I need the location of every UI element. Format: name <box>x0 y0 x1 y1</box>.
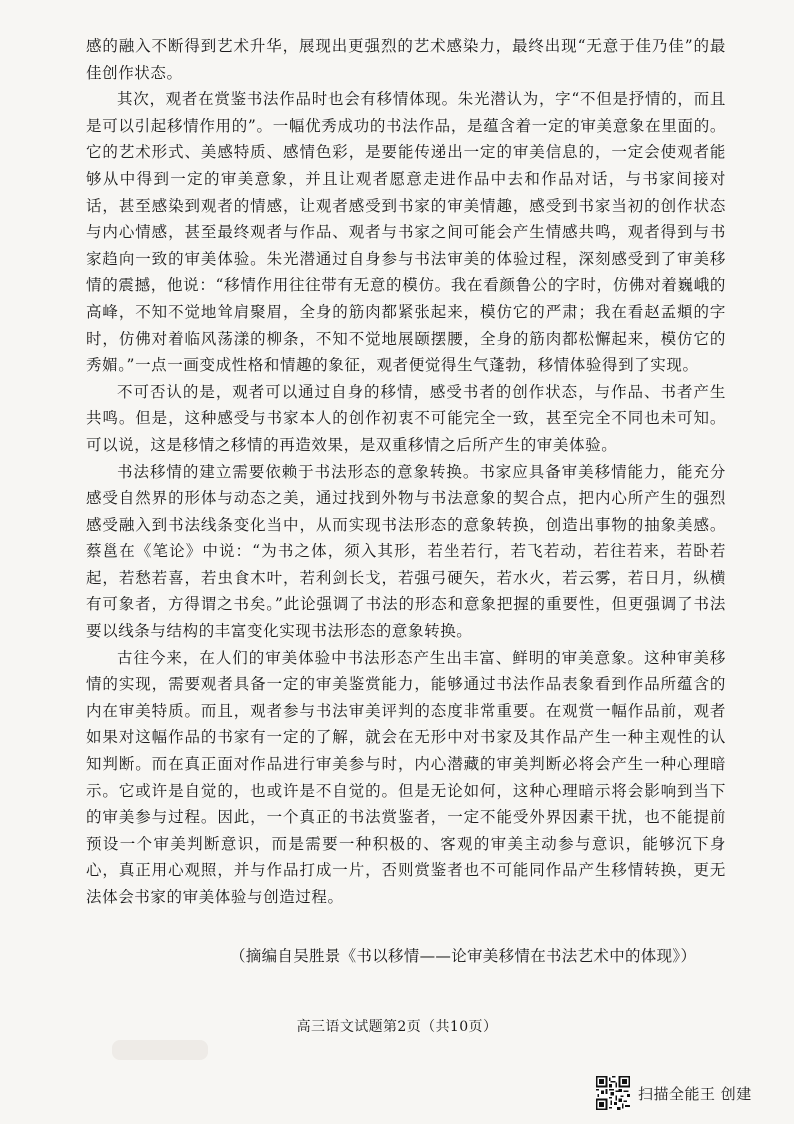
article-source-citation: （摘编自吴胜景《书以移情——论审美移情在书法艺术中的体现》） <box>230 947 697 965</box>
scanner-watermark <box>596 1076 752 1110</box>
scanner-brand-label: 扫描全能王 创建 <box>638 1084 752 1103</box>
article-paragraph: 不可否认的是，观者可以通过自身的移情，感受书者的创作状态，与作品、书者产生共鸣。但是，这种感受与书家本人的创作初衷不可能完全一致，甚至完全不同也未可知。可以说，这是移情之移情的再造效果，是双重移情之后所产生的审美体验。 <box>86 382 726 454</box>
article-body <box>86 33 726 911</box>
page-number-footer: 高三语文试题第2页（共10页） <box>296 1019 498 1035</box>
article-paragraph: 古往今来，在人们的审美体验中书法形态产生出丰富、鲜明的审美意象。这种审美移情的实现，需要观者具备一定的审美鉴赏能力，能够通过书法作品表象看到作品所蕴含的内在审美特质。而且，观者参与书法审美评判的态度非常重要。在观赏一幅作品前，观者如果对这幅作品的书家有一定的了解，就会在无形中对书家及其作品产生一种主观性的认知判断。而在真正面对作品进行审美参与时，内心潜藏的审美判断必将会产生一种心理暗示。它或许是自觉的，也或许是不自觉的。但是无论如何，这种心理暗示将会影响到当下的审美参与过程。因此，一个真正的书法赏鉴者，一定不能受外界因素干扰，也不能提前预设一个审美判断意识，而是需要一种积极的、客观的审美主动参与意识，能够沉下身心，真正用心观照，并与作品打成一片，否则赏鉴者也不可能同作品产生移情转换，更无法体会书家的审美体验与创造过程。 <box>86 648 726 906</box>
article-paragraph: 书法移情的建立需要依赖于书法形态的意象转换。书家应具备审美移情能力，能充分感受自然界的形体与动态之美，通过找到外物与书法意象的契合点，把内心所产生的强烈感受融入到书法线条变化当中，从而实现书法形态的意象转换，创造出事物的抽象美感。蔡邕在《笔论》中说：“为书之体，须入其形，若坐若行，若飞若动，若往若来，若卧若起，若愁若喜，若虫食木叶，若利剑长戈，若强弓硬矢，若水火，若云雾，若日月，纵横有可象者，方得谓之书矣。”此论强调了书法的形态和意象把握的重要性，但更强调了书法要以线条与结构的丰富变化实现书法形态的意象转换。 <box>86 462 726 641</box>
qr-code-icon <box>596 1076 630 1110</box>
article-paragraph: 其次，观者在赏鉴书法作品时也会有移情体现。朱光潜认为，字“不但是抒情的，而且是可以引起移情作用的”。一幅优秀成功的书法作品，是蕴含着一定的审美意象在里面的。它的艺术形式、美感特质、感情色彩，是要能传递出一定的审美信息的，一定会使观者能够从中得到一定的审美意象，并且让观者愿意走进作品中去和作品对话，与书家间接对话，甚至感染到观者的情感，让观者感受到书家的审美情趣，感受到书家当初的创作状态与内心情感，甚至最终观者与作品、观者与书家之间可能会产生情感共鸣，观者得到与书家趋向一致的审美体验。朱光潜通过自身参与书法审美的体验过程，深刻感受到了审美移情的震撼，他说：“移情作用往往带有无意的模仿。我在看颜鲁公的字时，仿佛对着巍峨的高峰，不知不觉地耸肩聚眉，全身的筋肉都紧张起来，模仿它的严肃；我在看赵孟頫的字时，仿佛对着临风荡漾的柳条，不知不觉地展颐摆腰，全身的筋肉都松懈起来，模仿它的秀媚。”一点一画变成性格和情趣的象征，观者便觉得生气蓬勃，移情体验得到了实现。 <box>86 90 726 375</box>
scan-smudge <box>112 1040 208 1060</box>
article-paragraph-continuation: 感的融入不断得到艺术升华，展现出更强烈的艺术感染力，最终出现“无意于佳乃佳”的最佳创作状态。 <box>86 37 726 82</box>
